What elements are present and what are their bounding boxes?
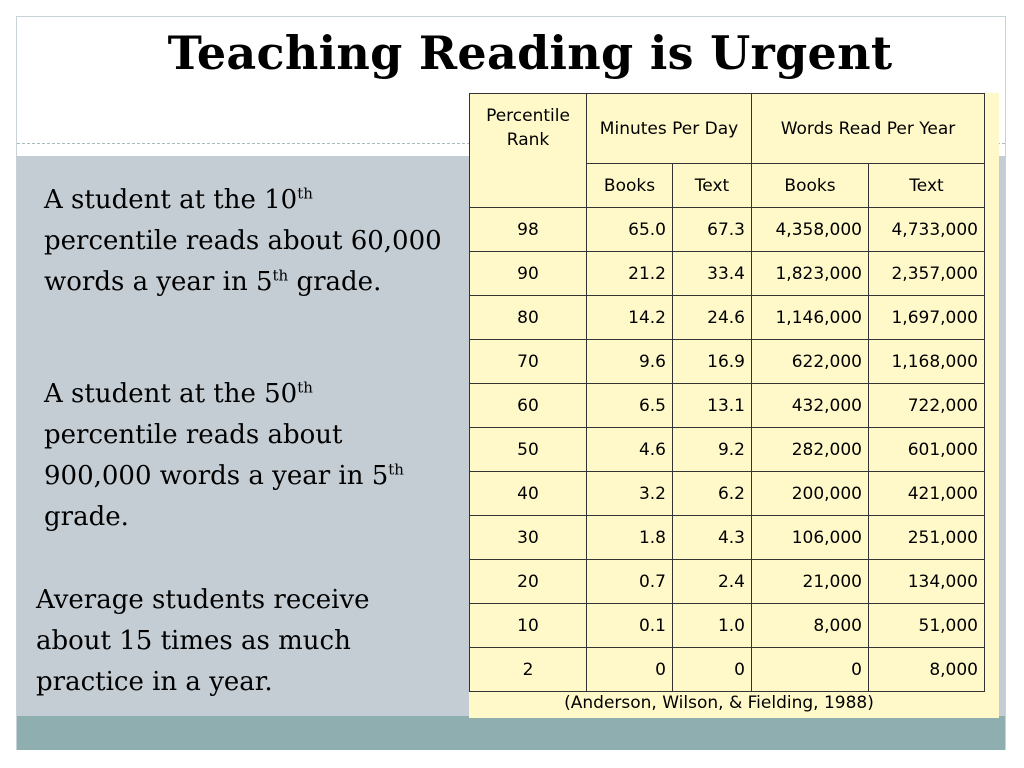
cell-words-text: 51,000 <box>869 604 985 648</box>
cell-words-books: 1,823,000 <box>752 252 869 296</box>
table-row <box>470 516 985 560</box>
header-words-read-per-year: Words Read Per Year <box>752 94 985 164</box>
cell-percentile: 70 <box>470 340 587 384</box>
cell-minutes-books: 9.6 <box>587 340 673 384</box>
cell-percentile: 80 <box>470 296 587 340</box>
cell-percentile: 50 <box>470 428 587 472</box>
cell-minutes-books: 4.6 <box>587 428 673 472</box>
citation: (Anderson, Wilson, & Fielding, 1988) <box>564 693 874 713</box>
ordinal-suffix: th <box>388 460 404 479</box>
ordinal-suffix: th <box>272 266 289 285</box>
cell-words-books: 622,000 <box>752 340 869 384</box>
cell-percentile: 2 <box>470 648 587 692</box>
table-row <box>470 472 985 516</box>
cell-words-books: 432,000 <box>752 384 869 428</box>
cell-words-books: 0 <box>752 648 869 692</box>
cell-minutes-books: 0 <box>587 648 673 692</box>
cell-minutes-text: 16.9 <box>673 340 752 384</box>
cell-words-books: 200,000 <box>752 472 869 516</box>
cell-minutes-books: 6.5 <box>587 384 673 428</box>
cell-words-books: 106,000 <box>752 516 869 560</box>
table-row <box>470 648 985 692</box>
cell-words-books: 1,146,000 <box>752 296 869 340</box>
cell-percentile: 20 <box>470 560 587 604</box>
table-row <box>470 208 985 252</box>
cell-minutes-books: 21.2 <box>587 252 673 296</box>
cell-minutes-books: 0.1 <box>587 604 673 648</box>
paragraph-text: A student at the 10 <box>44 185 298 215</box>
paragraph-50th-percentile <box>44 374 444 538</box>
cell-words-text: 421,000 <box>869 472 985 516</box>
header-percentile-rank: Percentile Rank <box>470 94 587 208</box>
cell-words-text: 722,000 <box>869 384 985 428</box>
cell-words-text: 134,000 <box>869 560 985 604</box>
cell-minutes-text: 33.4 <box>673 252 752 296</box>
table-row <box>470 296 985 340</box>
header-words-text: Text <box>869 164 985 208</box>
cell-minutes-text: 4.3 <box>673 516 752 560</box>
cell-minutes-text: 0 <box>673 648 752 692</box>
cell-minutes-books: 0.7 <box>587 560 673 604</box>
cell-minutes-books: 65.0 <box>587 208 673 252</box>
cell-minutes-text: 67.3 <box>673 208 752 252</box>
cell-words-text: 251,000 <box>869 516 985 560</box>
cell-minutes-books: 1.8 <box>587 516 673 560</box>
header-words-books: Books <box>752 164 869 208</box>
paragraph-text: percentile reads about 60,000 words a year in 5 <box>44 226 442 297</box>
footer-band <box>17 716 1005 750</box>
cell-minutes-text: 9.2 <box>673 428 752 472</box>
ordinal-suffix: th <box>297 184 313 203</box>
cell-words-text: 4,733,000 <box>869 208 985 252</box>
cell-percentile: 98 <box>470 208 587 252</box>
header-minutes-books: Books <box>587 164 673 208</box>
cell-minutes-books: 3.2 <box>587 472 673 516</box>
paragraph-10th-percentile <box>44 180 444 303</box>
table-row <box>470 384 985 428</box>
paragraph-text: grade. <box>44 502 129 532</box>
table-row <box>470 604 985 648</box>
cell-minutes-text: 6.2 <box>673 472 752 516</box>
header-minutes-text: Text <box>673 164 752 208</box>
cell-minutes-text: 1.0 <box>673 604 752 648</box>
table-row <box>470 560 985 604</box>
paragraph-average-students: Average students receive about 15 times as much practice in a year. <box>36 585 370 697</box>
cell-words-text: 601,000 <box>869 428 985 472</box>
cell-percentile: 30 <box>470 516 587 560</box>
cell-minutes-text: 24.6 <box>673 296 752 340</box>
cell-minutes-text: 2.4 <box>673 560 752 604</box>
cell-percentile: 90 <box>470 252 587 296</box>
cell-words-text: 8,000 <box>869 648 985 692</box>
cell-words-text: 1,168,000 <box>869 340 985 384</box>
cell-percentile: 40 <box>470 472 587 516</box>
reading-table-container <box>469 93 999 718</box>
table-row <box>470 428 985 472</box>
cell-words-books: 21,000 <box>752 560 869 604</box>
cell-percentile: 10 <box>470 604 587 648</box>
ordinal-suffix: th <box>297 378 313 397</box>
slide-title: Teaching Reading is Urgent <box>167 26 893 80</box>
cell-words-text: 2,357,000 <box>869 252 985 296</box>
cell-words-text: 1,697,000 <box>869 296 985 340</box>
cell-minutes-text: 13.1 <box>673 384 752 428</box>
cell-words-books: 282,000 <box>752 428 869 472</box>
paragraph-text: A student at the 50 <box>44 379 298 409</box>
paragraph-text: percentile reads about 900,000 words a year in 5 <box>44 420 389 491</box>
reading-table <box>469 93 985 692</box>
cell-words-books: 8,000 <box>752 604 869 648</box>
table-row <box>470 252 985 296</box>
table-row <box>470 340 985 384</box>
cell-percentile: 60 <box>470 384 587 428</box>
paragraph-text: grade. <box>288 267 382 297</box>
cell-words-books: 4,358,000 <box>752 208 869 252</box>
table-body <box>470 208 985 692</box>
cell-minutes-books: 14.2 <box>587 296 673 340</box>
header-minutes-per-day: Minutes Per Day <box>587 94 752 164</box>
